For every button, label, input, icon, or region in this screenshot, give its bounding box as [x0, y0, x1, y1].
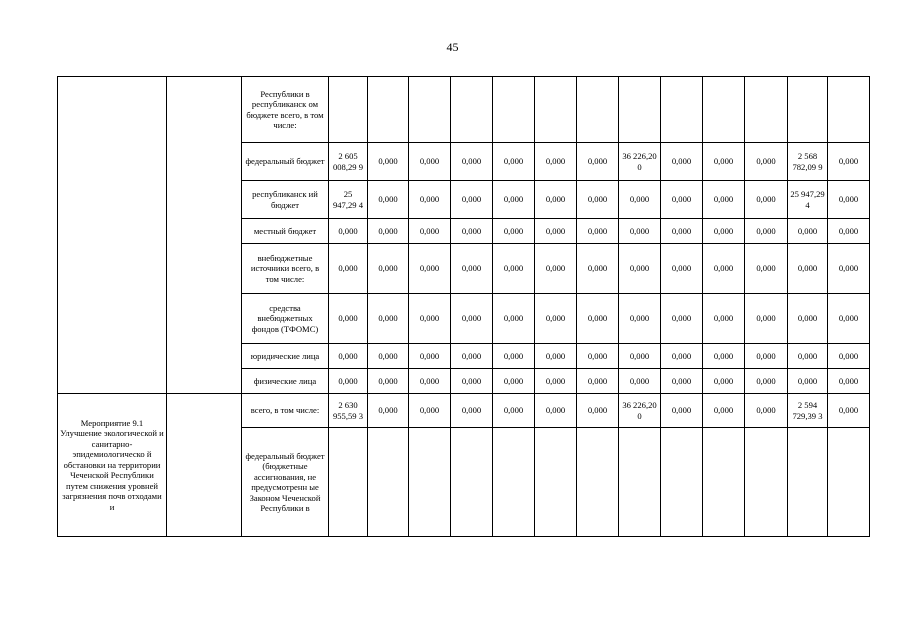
amount-cell: 0,000: [368, 394, 409, 428]
amount-cell: [577, 428, 619, 537]
funding-source-label: всего, в том числе:: [242, 394, 329, 428]
amount-cell: 0,000: [661, 344, 703, 369]
amount-cell: 0,000: [329, 344, 368, 369]
amount-cell: [745, 428, 788, 537]
amount-cell: 0,000: [409, 344, 451, 369]
amount-cell: 0,000: [409, 219, 451, 244]
amount-cell: 0,000: [409, 294, 451, 344]
amount-cell: 0,000: [661, 369, 703, 394]
amount-cell: 0,000: [409, 181, 451, 219]
amount-cell: [619, 77, 661, 143]
amount-cell: 0,000: [368, 143, 409, 181]
amount-cell: 0,000: [788, 244, 828, 294]
amount-cell: 0,000: [409, 369, 451, 394]
amount-cell: 0,000: [619, 219, 661, 244]
amount-cell: 0,000: [788, 294, 828, 344]
amount-cell: 0,000: [788, 219, 828, 244]
amount-cell: [661, 77, 703, 143]
amount-cell: 0,000: [493, 143, 535, 181]
amount-cell: 0,000: [661, 394, 703, 428]
amount-cell: 0,000: [535, 344, 577, 369]
table-row: [58, 77, 870, 143]
funding-source-label: федеральный бюджет (бюджетные ассигнования, не предусмотренн ые Законом Чеченской Республики в: [242, 428, 329, 537]
amount-cell: 0,000: [828, 244, 870, 294]
amount-cell: 0,000: [368, 294, 409, 344]
amount-cell: 0,000: [577, 244, 619, 294]
amount-cell: 0,000: [535, 294, 577, 344]
amount-cell: [535, 428, 577, 537]
amount-cell: 0,000: [661, 181, 703, 219]
amount-cell: 0,000: [451, 394, 493, 428]
amount-cell: 0,000: [493, 344, 535, 369]
amount-cell: 0,000: [703, 369, 745, 394]
amount-cell: 0,000: [745, 181, 788, 219]
amount-cell: [703, 428, 745, 537]
amount-cell: [828, 428, 870, 537]
amount-cell: 0,000: [451, 219, 493, 244]
amount-cell: 0,000: [535, 394, 577, 428]
amount-cell: 36 226,20 0: [619, 394, 661, 428]
amount-cell: 0,000: [703, 394, 745, 428]
amount-cell: 0,000: [329, 219, 368, 244]
amount-cell: 0,000: [368, 369, 409, 394]
amount-cell: 0,000: [535, 219, 577, 244]
amount-cell: 0,000: [661, 143, 703, 181]
amount-cell: 0,000: [368, 244, 409, 294]
amount-cell: 0,000: [535, 244, 577, 294]
amount-cell: 0,000: [451, 294, 493, 344]
amount-cell: [329, 77, 368, 143]
amount-cell: 0,000: [451, 181, 493, 219]
measure-cell-empty: [58, 77, 167, 394]
amount-cell: 25 947,29 4: [788, 181, 828, 219]
amount-cell: [368, 77, 409, 143]
amount-cell: 0,000: [619, 344, 661, 369]
amount-cell: 0,000: [828, 219, 870, 244]
amount-cell: [661, 428, 703, 537]
funding-source-label: юридические лица: [242, 344, 329, 369]
amount-cell: 0,000: [451, 369, 493, 394]
amount-cell: 2 605 008,29 9: [329, 143, 368, 181]
amount-cell: [828, 77, 870, 143]
amount-cell: 0,000: [409, 244, 451, 294]
amount-cell: 0,000: [368, 344, 409, 369]
amount-cell: 0,000: [828, 181, 870, 219]
amount-cell: [409, 428, 451, 537]
amount-cell: [493, 77, 535, 143]
amount-cell: 0,000: [788, 369, 828, 394]
amount-cell: 0,000: [619, 244, 661, 294]
funding-source-label: физические лица: [242, 369, 329, 394]
amount-cell: 0,000: [493, 181, 535, 219]
amount-cell: 0,000: [703, 244, 745, 294]
table-row: [58, 394, 870, 428]
amount-cell: 0,000: [577, 344, 619, 369]
amount-cell: 0,000: [577, 143, 619, 181]
funding-source-label: Республики в республиканск ом бюджете всего, в том числе:: [242, 77, 329, 143]
amount-cell: [745, 77, 788, 143]
amount-cell: 0,000: [703, 143, 745, 181]
funding-source-label: местный бюджет: [242, 219, 329, 244]
amount-cell: 0,000: [493, 394, 535, 428]
amount-cell: 0,000: [828, 143, 870, 181]
amount-cell: 0,000: [368, 181, 409, 219]
amount-cell: 0,000: [745, 394, 788, 428]
amount-cell: [577, 77, 619, 143]
amount-cell: 0,000: [493, 244, 535, 294]
amount-cell: 0,000: [493, 294, 535, 344]
amount-cell: 2 594 729,39 3: [788, 394, 828, 428]
amount-cell: 0,000: [828, 394, 870, 428]
funding-source-label: федеральный бюджет: [242, 143, 329, 181]
amount-cell: 0,000: [619, 181, 661, 219]
amount-cell: 25 947,29 4: [329, 181, 368, 219]
amount-cell: 0,000: [619, 369, 661, 394]
amount-cell: [703, 77, 745, 143]
amount-cell: [788, 77, 828, 143]
amount-cell: 2 568 782,09 9: [788, 143, 828, 181]
amount-cell: 0,000: [368, 219, 409, 244]
amount-cell: 36 226,20 0: [619, 143, 661, 181]
amount-cell: 0,000: [703, 219, 745, 244]
executor-cell-empty: [167, 394, 242, 537]
amount-cell: 0,000: [409, 394, 451, 428]
amount-cell: 0,000: [661, 244, 703, 294]
amount-cell: 0,000: [745, 294, 788, 344]
amount-cell: 0,000: [828, 344, 870, 369]
page-number: 45: [446, 40, 459, 54]
amount-cell: 0,000: [451, 244, 493, 294]
amount-cell: 0,000: [535, 181, 577, 219]
budget-table: [57, 76, 870, 537]
amount-cell: 0,000: [661, 219, 703, 244]
amount-cell: 0,000: [703, 344, 745, 369]
amount-cell: 0,000: [493, 369, 535, 394]
amount-cell: 0,000: [577, 181, 619, 219]
amount-cell: 0,000: [745, 244, 788, 294]
amount-cell: [451, 428, 493, 537]
amount-cell: 0,000: [577, 394, 619, 428]
amount-cell: 0,000: [577, 219, 619, 244]
amount-cell: 0,000: [661, 294, 703, 344]
executor-cell-empty: [167, 77, 242, 394]
amount-cell: [368, 428, 409, 537]
amount-cell: 0,000: [745, 143, 788, 181]
amount-cell: 0,000: [745, 369, 788, 394]
amount-cell: 0,000: [703, 181, 745, 219]
amount-cell: [329, 428, 368, 537]
amount-cell: 0,000: [828, 369, 870, 394]
funding-source-label: республиканск ий бюджет: [242, 181, 329, 219]
funding-source-label: внебюджетные источники всего, в том числе:: [242, 244, 329, 294]
amount-cell: 0,000: [619, 294, 661, 344]
amount-cell: 0,000: [745, 344, 788, 369]
amount-cell: 0,000: [535, 369, 577, 394]
amount-cell: [619, 428, 661, 537]
amount-cell: [451, 77, 493, 143]
amount-cell: [535, 77, 577, 143]
amount-cell: 0,000: [451, 344, 493, 369]
amount-cell: 0,000: [409, 143, 451, 181]
amount-cell: 2 630 955,59 3: [329, 394, 368, 428]
amount-cell: 0,000: [788, 344, 828, 369]
amount-cell: 0,000: [329, 294, 368, 344]
amount-cell: 0,000: [329, 244, 368, 294]
amount-cell: 0,000: [577, 369, 619, 394]
amount-cell: 0,000: [828, 294, 870, 344]
amount-cell: 0,000: [577, 294, 619, 344]
amount-cell: 0,000: [535, 143, 577, 181]
amount-cell: 0,000: [493, 219, 535, 244]
amount-cell: [788, 428, 828, 537]
measure-title-cell: Мероприятие 9.1 Улучшение экологической и санитарно-эпидемиологическо й обстановки на территории Чеченской Республики путем снижения уровней загрязнения почв отходами и: [58, 394, 167, 537]
amount-cell: 0,000: [745, 219, 788, 244]
amount-cell: [409, 77, 451, 143]
amount-cell: 0,000: [703, 294, 745, 344]
amount-cell: [493, 428, 535, 537]
amount-cell: 0,000: [329, 369, 368, 394]
amount-cell: 0,000: [451, 143, 493, 181]
funding-source-label: средства внебюджетных фондов (ТФОМС): [242, 294, 329, 344]
